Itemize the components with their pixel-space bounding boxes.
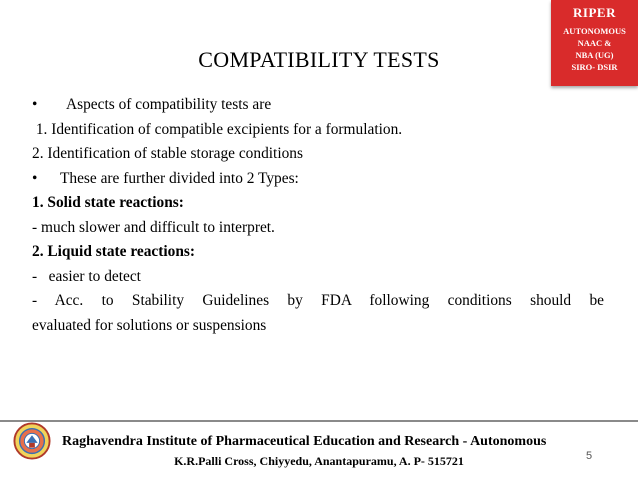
bullet-item [32,94,604,119]
list-item: - much slower and difficult to interpret. [32,218,275,236]
list-item: 2. Identification of stable storage conditions [32,145,303,162]
badge-line: SIRO- DSIR [571,62,618,72]
badge-line: AUTONOMOUS [563,26,626,36]
accreditation-badge [551,0,638,86]
footer-divider [0,420,638,422]
bullet-text: Aspects of compatibility tests are [66,96,272,113]
institute-address: K.R.Palli Cross, Chiyyedu, Anantapuramu, A. P- 515721 [174,454,464,468]
list-item: evaluated for solutions or suspensions [32,316,267,334]
bullet-text: These are further divided into 2 Types: [60,169,299,187]
section-heading: 1. Solid state reactions: [32,194,184,211]
slide-body [32,94,604,339]
badge-line: NBA (UG) [575,50,614,60]
list-item: - Acc. to Stability Guidelines by FDA following conditions should be [32,292,604,309]
bullet-marker: • [32,96,38,113]
bullet-item [32,168,604,193]
slide-title: COMPATIBILITY TESTS [198,47,440,72]
list-item: - easier to detect [32,267,141,285]
page-number: 5 [586,450,593,462]
section-heading: 2. Liquid state reactions: [32,243,196,260]
bullet-marker: • [32,169,38,187]
badge-title: RIPER [573,5,616,20]
list-item: 1. Identification of compatible excipients for a formulation. [32,120,403,138]
institute-name: Raghavendra Institute of Pharmaceutical Education and Research - Autonomous [62,434,547,449]
badge-line: NAAC & [577,38,612,48]
